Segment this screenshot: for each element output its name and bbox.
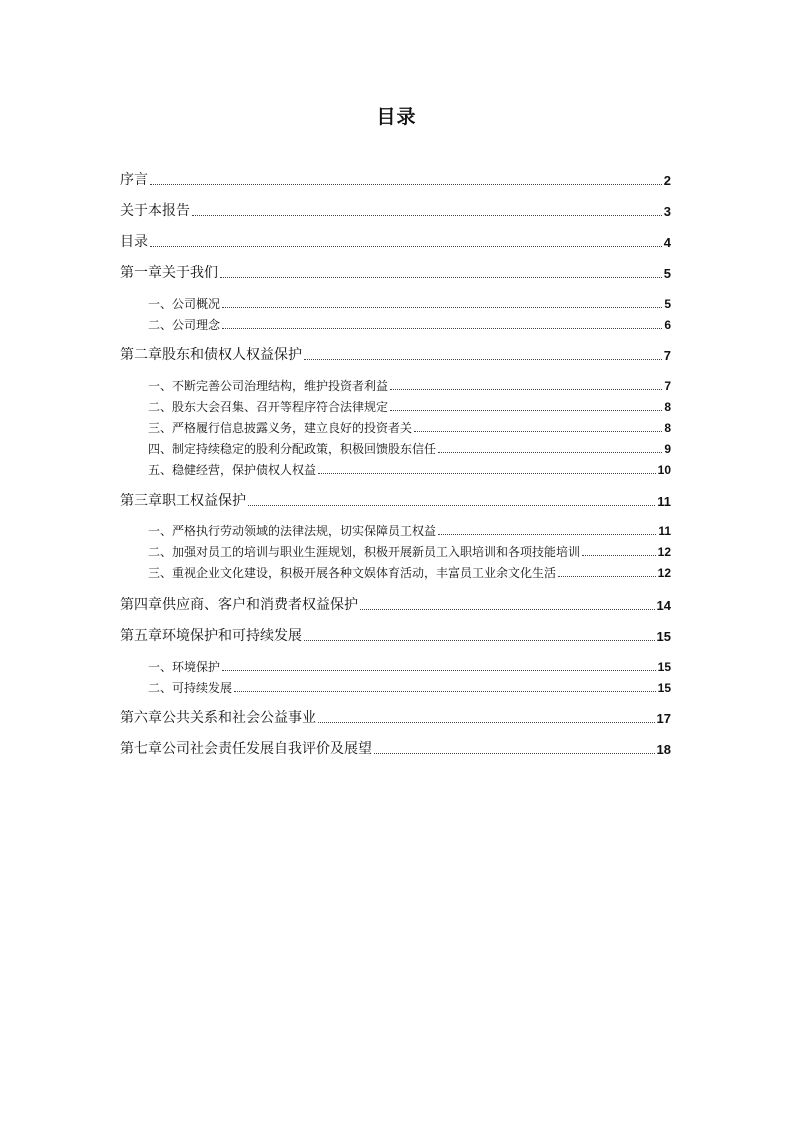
dot-leader	[438, 534, 656, 535]
page-title: 目录	[376, 106, 417, 128]
toc-page-number: 7	[664, 379, 671, 393]
toc-entry-label: 第三章职工权益保护	[120, 493, 246, 509]
toc-entry-chapter-4[interactable]	[120, 598, 671, 612]
toc-entry-label: 第六章公共关系和社会公益事业	[120, 710, 316, 726]
toc-entry-3-2[interactable]	[148, 546, 671, 558]
dot-leader	[582, 555, 656, 556]
dot-leader	[390, 410, 662, 411]
toc-entry-label: 序言	[120, 172, 148, 188]
toc-entry-label: 三、严格履行信息披露义务，建立良好的投资者关	[148, 421, 413, 435]
toc-entry-3-1[interactable]	[148, 525, 671, 537]
toc-page-number: 6	[664, 318, 671, 332]
dot-leader	[222, 670, 656, 671]
toc-page-number: 8	[664, 400, 671, 414]
dot-leader	[414, 431, 662, 432]
toc-entry-1-2[interactable]	[148, 319, 671, 331]
toc-entry-3-3[interactable]	[148, 567, 671, 579]
toc-page-number: 18	[656, 742, 671, 757]
toc-page-number: 11	[657, 494, 671, 509]
dot-leader	[222, 307, 662, 308]
dot-leader	[248, 505, 655, 506]
toc-page-number: 14	[656, 598, 671, 613]
toc-page-number: 11	[658, 524, 671, 538]
toc-entry-about-report[interactable]	[120, 204, 671, 218]
toc-page-number: 9	[664, 442, 671, 456]
toc-page-number: 10	[657, 463, 671, 477]
toc-entry-2-5[interactable]	[148, 464, 671, 476]
toc-entry-label: 一、不断完善公司治理结构，维护投资者利益	[148, 379, 389, 393]
toc-entry-contents[interactable]	[120, 235, 671, 249]
toc-entry-label: 五、稳健经营，保护债权人权益	[148, 463, 317, 477]
toc-entry-label: 二、公司理念	[148, 318, 221, 332]
toc-entry-2-2[interactable]	[148, 401, 671, 413]
dot-leader	[318, 473, 656, 474]
toc-page-number: 5	[664, 297, 671, 311]
toc-page-number: 12	[657, 566, 671, 580]
dot-leader	[234, 691, 656, 692]
toc-entry-chapter-6[interactable]	[120, 711, 671, 725]
toc-page-number: 15	[656, 629, 671, 644]
dot-leader	[150, 246, 662, 247]
toc-entry-label: 一、严格执行劳动领域的法律法规，切实保障员工权益	[148, 524, 437, 538]
toc-entry-chapter-5[interactable]	[120, 629, 671, 643]
dot-leader	[222, 328, 662, 329]
dot-leader	[304, 359, 662, 360]
toc-entry-2-1[interactable]	[148, 380, 671, 392]
dot-leader	[374, 753, 655, 754]
toc-entry-2-4[interactable]	[148, 443, 671, 455]
dot-leader	[360, 609, 655, 610]
toc-page-number: 4	[663, 235, 671, 250]
toc-entry-label: 一、公司概况	[148, 297, 221, 311]
toc-entry-chapter-1[interactable]	[120, 266, 671, 280]
dot-leader	[304, 640, 655, 641]
toc-page-number: 7	[663, 348, 671, 363]
toc-entry-label: 目录	[120, 234, 148, 250]
toc-entry-label: 第二章股东和债权人权益保护	[120, 347, 302, 363]
toc-page-number: 17	[656, 711, 671, 726]
toc-page-number: 12	[657, 545, 671, 559]
toc-entry-label: 二、股东大会召集、召开等程序符合法律规定	[148, 400, 389, 414]
toc-entry-label: 四、制定持续稳定的股利分配政策，积极回馈股东信任	[148, 442, 437, 456]
toc-entry-2-3[interactable]	[148, 422, 671, 434]
toc-entry-label: 第五章环境保护和可持续发展	[120, 628, 302, 644]
toc-entry-label: 一、环境保护	[148, 660, 221, 674]
dot-leader	[220, 277, 662, 278]
toc-entry-label: 二、加强对员工的培训与职业生涯规划，积极开展新员工入职培训和各项技能培训	[148, 545, 581, 559]
toc-entry-5-2[interactable]	[148, 682, 671, 694]
toc-page-number: 2	[663, 173, 671, 188]
toc-page-number: 3	[663, 204, 671, 219]
toc-entry-label: 第四章供应商、客户和消费者权益保护	[120, 597, 358, 613]
toc-entry-preface[interactable]	[120, 173, 671, 187]
toc-entry-label: 第七章公司社会责任发展自我评价及展望	[120, 741, 372, 757]
dot-leader	[390, 389, 662, 390]
dot-leader	[192, 215, 662, 216]
toc-page-number: 8	[664, 421, 671, 435]
dot-leader	[318, 722, 655, 723]
toc-entry-1-1[interactable]	[148, 298, 671, 310]
toc-entry-chapter-2[interactable]	[120, 348, 671, 362]
toc-entry-label: 二、可持续发展	[148, 681, 233, 695]
dot-leader	[558, 576, 656, 577]
toc-entry-5-1[interactable]	[148, 661, 671, 673]
toc-page-number: 15	[657, 681, 671, 695]
dot-leader	[438, 452, 662, 453]
toc-entry-chapter-3[interactable]	[120, 494, 671, 508]
toc-page-number: 15	[657, 660, 671, 674]
toc-page-number: 5	[663, 266, 671, 281]
toc-entry-label: 关于本报告	[120, 203, 190, 219]
dot-leader	[150, 184, 662, 185]
toc-entry-label: 三、重视企业文化建设，积极开展各种文娱体育活动，丰富员工业余文化生活	[148, 566, 557, 580]
toc-entry-label: 第一章关于我们	[120, 265, 218, 281]
toc-entry-chapter-7[interactable]	[120, 742, 671, 756]
